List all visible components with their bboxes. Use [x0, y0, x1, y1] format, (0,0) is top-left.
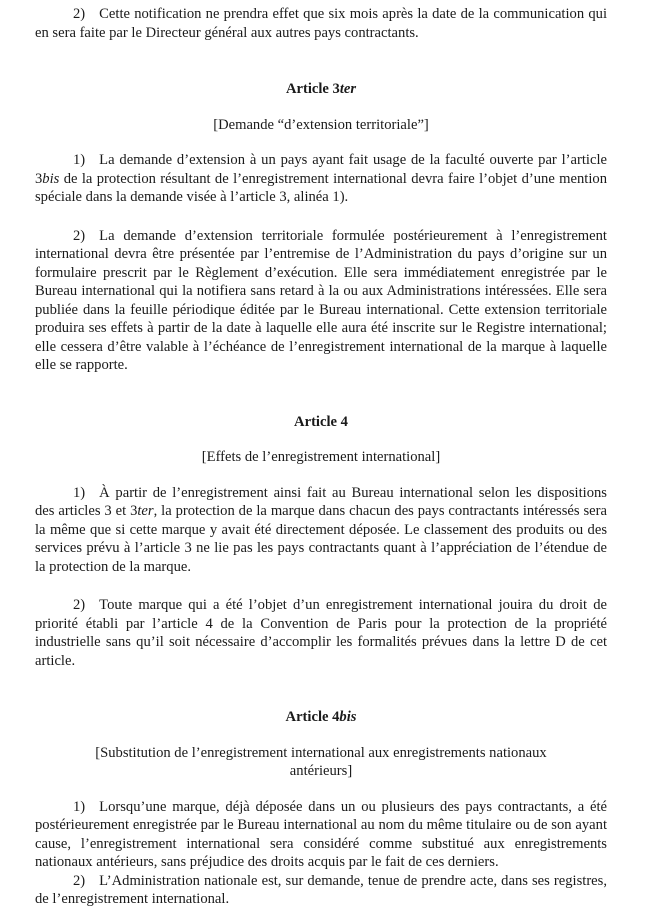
document-page — [35, 5, 607, 909]
paragraph-number: 1) — [73, 484, 86, 501]
article-4bis-title: Article 4bis — [285, 709, 357, 725]
article-3ter-subtitle: [Demande “d’extension territoriale”] — [213, 116, 429, 133]
article-4bis-paragraph-1: 1) Lorsqu’une marque, déjà déposée dans un ou plusieurs des pays contractants, a été postérieurement enregistrée par le Bureau international au nom du même titulaire ou de son ayant cause, l’enregistrement international sera considéré comme substitué aux enregistrements nationaux antérieurs, sans préjudice des droits acquis par le fait de ces derniers. — [35, 798, 607, 870]
paragraph-number: 1) — [73, 798, 86, 815]
article-3ter-title: Article 3ter — [285, 81, 357, 97]
paragraph-number: 2) — [73, 872, 86, 889]
paragraph-number: 2) — [73, 6, 86, 22]
article-3ter-paragraph-1: 1) La demande d’extension à un pays ayant fait usage de la faculté ouverte par l’article 3bis de la protection résultant de l’enregistrement international devra faire l’objet d’une mention spéciale dans la demande visée à l’article 3, alinéa 1). — [35, 152, 607, 205]
article-3ter-paragraph-2: 2) La demande d’extension territoriale formulée postérieurement à l’enregistrement international devra être présentée par l’entremise de l’Administration du pays d’origine sur un formulaire prescrit par le Règlement d’exécution. Elle sera immédiatement enregistrée par le Bureau international qui la notifiera sans retard à la ou aux Administrations intéressées. Elle sera publiée dans la feuille périodique éditée par le Bureau international. Cette extension territoriale produira ses effets à partir de la date à laquelle elle aura été inscrite sur le Registre international; elle cessera d’être valable à l’échéance de l’enregistrement international de la marque à laquelle elle se rapporte. — [35, 227, 607, 373]
article-4-paragraph-1: 1) À partir de l’enregistrement ainsi fait au Bureau international selon les dispositions des articles 3 et 3ter, la protection de la marque dans chacun des pays contractants intéressés sera la même que si cette marque y avait été directement déposée. Le classement des produits ou des services prévu à l’article 3 ne lie pas les pays contractants quant à l’appréciation de l’étendue de la protection de la marque. — [35, 484, 607, 575]
article-4-title: Article 4 — [294, 413, 348, 430]
paragraph-number: 2) — [73, 597, 86, 613]
paragraph-number: 1) — [73, 152, 86, 168]
article-4bis-paragraph-2: 2) L’Administration nationale est, sur demande, tenue de prendre acte, dans ses registres, de l’enregistrement international. — [35, 872, 607, 907]
article-4-subtitle: [Effets de l’enregistrement international] — [201, 449, 441, 465]
paragraph-number: 2) — [73, 227, 86, 244]
article-4-paragraph-2: 2) Toute marque qui a été l’objet d’un enregistrement international jouira du droit de priorité établi par l’article 4 de la Convention de Paris pour la protection de la propriété industrielle sans qu’il soit nécessaire d’accomplir les formalités prévues dans la lettre D de cet article. — [35, 597, 607, 669]
article-4bis-subtitle: [Substitution de l’enregistrement international aux enregistrements nationaux antérieurs] — [95, 744, 547, 779]
paragraph-text: Cette notification ne prendra effet que six mois après la date de la communication qui en sera faite par le Directeur général aux autres pays contractants. — [35, 6, 607, 41]
intro-paragraph — [35, 5, 607, 42]
